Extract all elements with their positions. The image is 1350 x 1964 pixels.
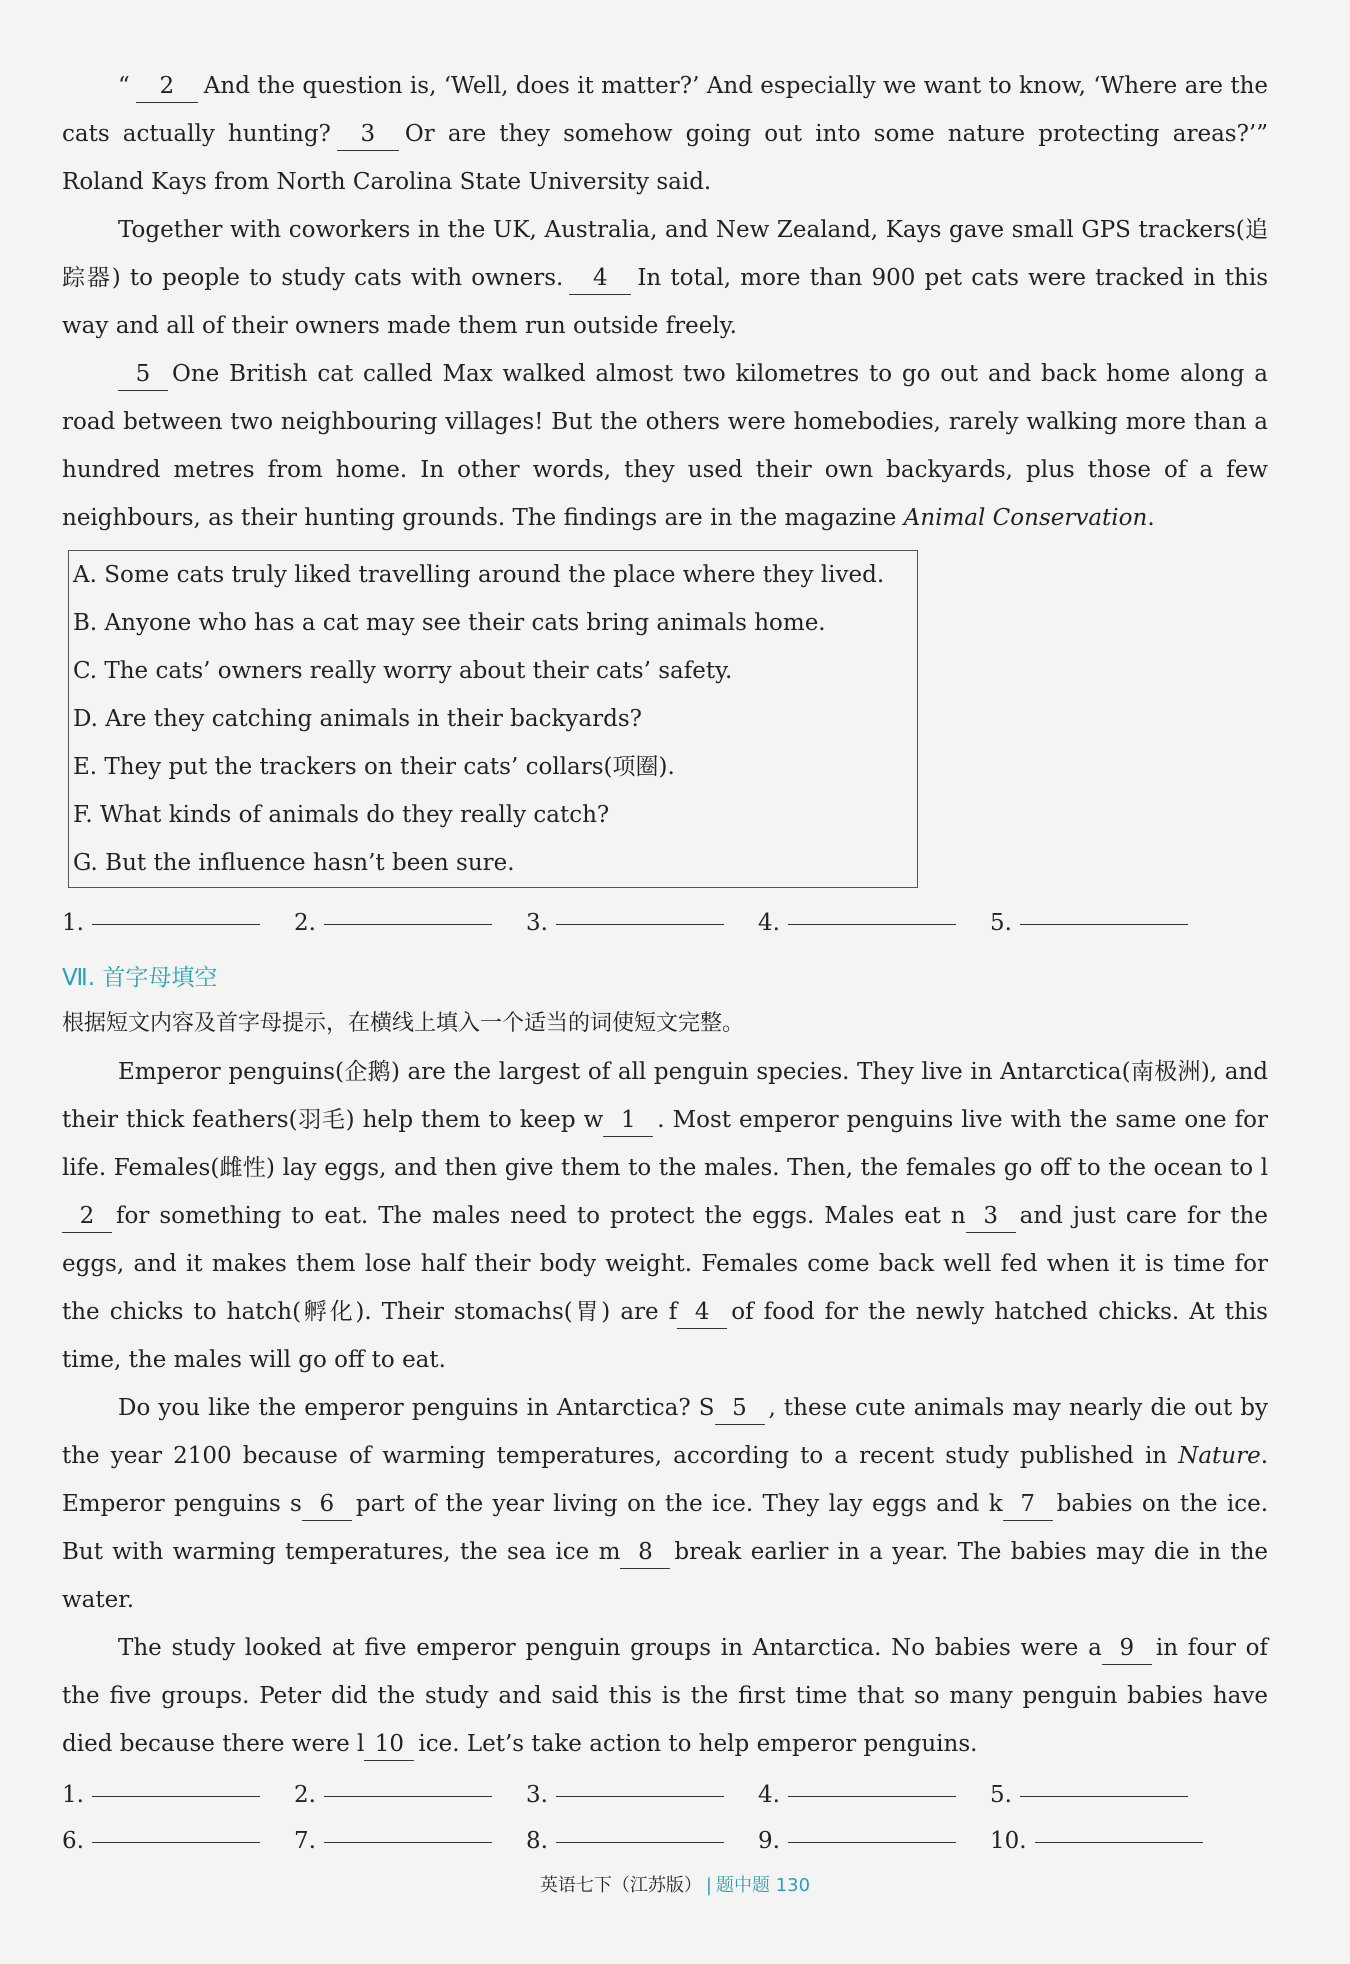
answer-number: 8. bbox=[526, 1828, 548, 1854]
text: Or are they somehow going out into some nature protecting areas?’” Roland Kays from North Carolina State University said. bbox=[62, 121, 1268, 195]
answer-row bbox=[62, 1818, 1268, 1864]
answer-line[interactable] bbox=[556, 1841, 724, 1843]
text: “ bbox=[118, 73, 130, 99]
answer-line[interactable] bbox=[324, 1841, 492, 1843]
passage1-paragraph-3 bbox=[62, 350, 1268, 542]
section-title: Ⅶ. 首字母填空 bbox=[62, 965, 218, 991]
answer-slot bbox=[990, 1772, 1222, 1818]
answer-number: 7. bbox=[294, 1828, 316, 1854]
blank-3[interactable]: 3 bbox=[966, 1200, 1016, 1233]
blank-9[interactable]: 9 bbox=[1102, 1632, 1152, 1665]
answer-slot bbox=[526, 1818, 758, 1864]
text: ice. Let’s take action to help emperor penguins. bbox=[418, 1731, 978, 1757]
answer-number: 4. bbox=[758, 1782, 780, 1808]
page-number: 130 bbox=[775, 1875, 811, 1896]
text: . bbox=[1147, 505, 1155, 531]
text: Do you like the emperor penguins in Antarctica? S bbox=[118, 1395, 715, 1421]
passage2-paragraph-3 bbox=[62, 1624, 1268, 1768]
answer-slot bbox=[758, 1818, 990, 1864]
text: in four of the five groups. Peter did the study and said this is the first time that so many penguin babies have died because there were l bbox=[62, 1635, 1268, 1757]
text: And the question is, ‘Well, does it matter?’ And especially we want to know, ‘Where are the cats actually hunting? bbox=[62, 73, 1268, 147]
book-title: 英语七下（江苏版） bbox=[539, 1875, 702, 1896]
answer-line[interactable] bbox=[556, 923, 724, 925]
option-d: D. Are they catching animals in their backyards? bbox=[73, 706, 642, 732]
answer-number: 6. bbox=[62, 1828, 84, 1854]
magazine-title: Animal Conservation bbox=[903, 505, 1148, 531]
text: Emperor penguins(企鹅) are the largest of all penguin species. They live in Antarctica(南极洲), and their thick feathers(羽毛) help them to keep w bbox=[62, 1059, 1268, 1133]
answer-slot bbox=[62, 1772, 294, 1818]
answer-row-1 bbox=[62, 892, 1268, 954]
blank-10[interactable]: 10 bbox=[364, 1728, 414, 1761]
text: The study looked at five emperor penguin groups in Antarctica. No babies were a bbox=[118, 1635, 1102, 1661]
answer-row bbox=[62, 1772, 1268, 1818]
answer-line[interactable] bbox=[1020, 923, 1188, 925]
answer-slot bbox=[294, 1772, 526, 1818]
answer-line[interactable] bbox=[1035, 1841, 1203, 1843]
passage1-paragraph-1 bbox=[62, 62, 1268, 206]
text: babies on the ice. But with warming temperatures, the sea ice m bbox=[62, 1491, 1269, 1565]
answer-line[interactable] bbox=[92, 1841, 260, 1843]
blank-1[interactable]: 1 bbox=[603, 1104, 653, 1137]
brand-name: 题中题 bbox=[715, 1875, 770, 1896]
answer-number: 2. bbox=[294, 1782, 316, 1808]
answer-number: 1. bbox=[62, 1782, 84, 1808]
blank-8[interactable]: 8 bbox=[620, 1536, 670, 1569]
text: break earlier in a year. The babies may die in the water. bbox=[62, 1539, 1268, 1613]
option-a: A. Some cats truly liked travelling around the place where they lived. bbox=[73, 562, 885, 588]
blank-4[interactable]: 4 bbox=[569, 262, 631, 295]
option-c: C. The cats’ owners really worry about their cats’ safety. bbox=[73, 658, 733, 684]
footer-separator: | bbox=[705, 1875, 712, 1896]
answer-slot bbox=[526, 892, 758, 954]
answer-slot bbox=[990, 892, 1222, 954]
blank-2[interactable]: 2 bbox=[136, 70, 198, 103]
text: Together with coworkers in the UK, Australia, and New Zealand, Kays gave small GPS trackers(追踪器) to people to study cats with owners. bbox=[62, 217, 1268, 291]
answer-number: 1. bbox=[62, 910, 84, 936]
option-g: G. But the influence hasn’t been sure. bbox=[73, 850, 515, 876]
answer-line[interactable] bbox=[324, 1795, 492, 1797]
option-e: E. They put the trackers on their cats’ collars(项圈). bbox=[73, 754, 675, 780]
answer-number: 9. bbox=[758, 1828, 780, 1854]
text: for something to eat. The males need to protect the eggs. Males eat n bbox=[116, 1203, 966, 1229]
blank-5[interactable]: 5 bbox=[715, 1392, 765, 1425]
text: One British cat called Max walked almost two kilometres to go out and back home along a road between two neighbouring villages! But the others were homebodies, rarely walking more than a hundred metres from home. In other words, they used their own backyards, plus those of a few neighbours, as their hunting grounds. The findings are in the magazine bbox=[62, 361, 1268, 531]
blank-6[interactable]: 6 bbox=[302, 1488, 352, 1521]
passage2-paragraph-2 bbox=[62, 1384, 1268, 1624]
text: , these cute animals may nearly die out by the year 2100 because of warming temperatures, according to a recent study published in bbox=[62, 1395, 1268, 1469]
text: . Emperor penguins s bbox=[62, 1443, 1269, 1517]
passage1-paragraph-2 bbox=[62, 206, 1268, 350]
journal-title: Nature bbox=[1178, 1443, 1261, 1469]
answer-number: 3. bbox=[526, 1782, 548, 1808]
answer-slot bbox=[62, 892, 294, 954]
text: of food for the newly hatched chicks. At this time, the males will go off to eat. bbox=[62, 1299, 1268, 1373]
text: and just care for the eggs, and it makes them lose half their body weight. Females come back well fed when it is time for the chicks to hatch(孵化). Their stomachs(胃) are f bbox=[62, 1203, 1268, 1325]
answer-number: 4. bbox=[758, 910, 780, 936]
text: In total, more than 900 pet cats were tracked in this way and all of their owners made them run outside freely. bbox=[62, 265, 1268, 339]
section-instruction: 根据短文内容及首字母提示，在横线上填入一个适当的词使短文完整。 bbox=[62, 1011, 745, 1036]
answer-slot bbox=[758, 1772, 990, 1818]
answer-line[interactable] bbox=[1020, 1795, 1188, 1797]
passage2-paragraph-1 bbox=[62, 1048, 1268, 1384]
blank-7[interactable]: 7 bbox=[1003, 1488, 1053, 1521]
answer-slot bbox=[294, 892, 526, 954]
answer-slot bbox=[758, 892, 990, 954]
answer-grid-2 bbox=[62, 1772, 1268, 1864]
answer-line[interactable] bbox=[92, 923, 260, 925]
blank-2[interactable]: 2 bbox=[62, 1200, 112, 1233]
answer-line[interactable] bbox=[788, 1841, 956, 1843]
answer-number: 2. bbox=[294, 910, 316, 936]
answer-number: 5. bbox=[990, 1782, 1012, 1808]
answer-slot bbox=[62, 1818, 294, 1864]
answer-line[interactable] bbox=[788, 923, 956, 925]
text: part of the year living on the ice. They lay eggs and k bbox=[355, 1491, 1003, 1517]
answer-slot bbox=[990, 1818, 1222, 1864]
text: . Most emperor penguins live with the same one for life. Females(雌性) lay eggs, and then give them to the males. Then, the females go off to the ocean to l bbox=[62, 1107, 1268, 1181]
blank-4[interactable]: 4 bbox=[677, 1296, 727, 1329]
answer-number: 5. bbox=[990, 910, 1012, 936]
option-f: F. What kinds of animals do they really catch? bbox=[73, 802, 610, 828]
page-footer bbox=[0, 1862, 1350, 1910]
option-b: B. Anyone who has a cat may see their cats bring animals home. bbox=[73, 610, 826, 636]
blank-3[interactable]: 3 bbox=[337, 118, 399, 151]
answer-line[interactable] bbox=[324, 923, 492, 925]
answer-line[interactable] bbox=[788, 1795, 956, 1797]
answer-number: 3. bbox=[526, 910, 548, 936]
blank-5[interactable]: 5 bbox=[118, 358, 168, 391]
answer-line[interactable] bbox=[556, 1795, 724, 1797]
answer-slot bbox=[526, 1772, 758, 1818]
answer-line[interactable] bbox=[92, 1795, 260, 1797]
answer-slot bbox=[294, 1818, 526, 1864]
options-box bbox=[68, 550, 918, 888]
answer-number: 10. bbox=[990, 1828, 1027, 1854]
